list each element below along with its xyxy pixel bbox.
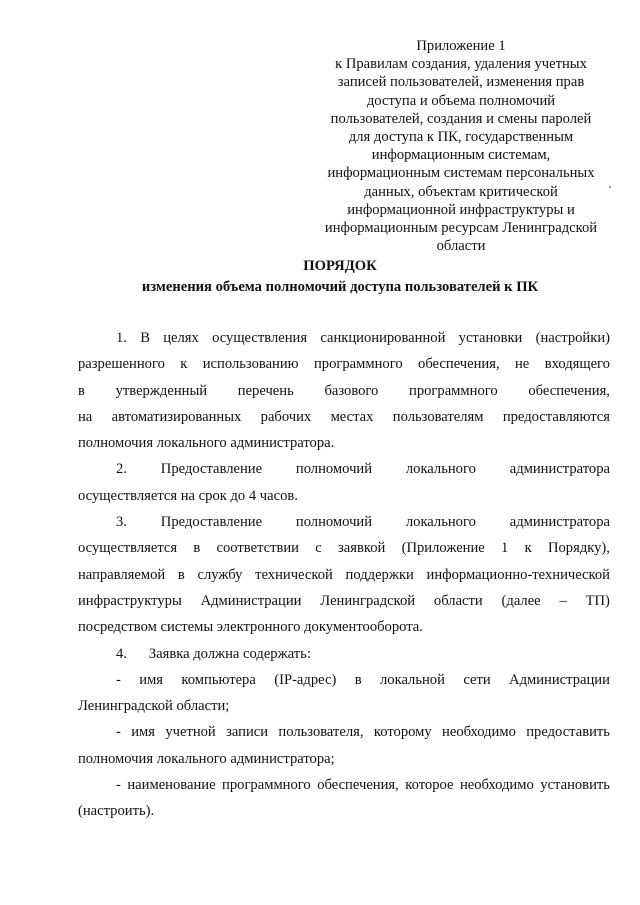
document-subtitle: изменения объема полномочий доступа пользователей к ПК: [141, 279, 539, 295]
paragraph-2-line: осуществляется на срок до 4 часов.: [78, 487, 298, 504]
word: компьютера: [181, 671, 256, 688]
word: к: [180, 356, 188, 373]
list-item-1-line: [78, 667, 610, 693]
word: установки: [458, 330, 523, 346]
word: утвержденный: [115, 382, 208, 399]
list-item-3-line: [78, 772, 610, 798]
word: пользователя,: [278, 724, 364, 741]
word: в: [78, 382, 85, 399]
paragraph-3-line: [78, 509, 610, 535]
appendix-line: информационным системам,: [371, 147, 551, 164]
word: Администрации: [200, 592, 302, 609]
appendix-line: данных, объектам критической: [364, 183, 558, 200]
word: Порядку),: [547, 540, 610, 557]
word: локальной: [380, 671, 445, 688]
list-item-1-line: Ленинградской области;: [78, 698, 230, 715]
word: необходимо: [442, 724, 516, 741]
scan-speck: [609, 186, 611, 188]
word: –: [559, 592, 567, 609]
word: ТП): [585, 592, 610, 609]
paragraph-2-line: [78, 456, 610, 482]
word: установить: [540, 777, 610, 794]
word: в: [177, 566, 185, 583]
word: поддержки: [345, 566, 414, 583]
word: Предоставление: [160, 514, 263, 531]
word: администратора: [509, 461, 610, 478]
appendix-line: доступа и объема полномочий: [366, 92, 556, 109]
word: необходимо: [459, 777, 534, 794]
paragraph-3-line: [78, 562, 610, 588]
appendix-header: [316, 37, 606, 255]
paragraph-1-line: [78, 404, 610, 430]
word: 3.: [116, 514, 127, 531]
word: 2.: [116, 461, 127, 478]
word: в: [193, 540, 201, 557]
appendix-line: пользователей, создания и смены паролей: [330, 110, 592, 127]
word: базового: [324, 382, 379, 399]
word: В: [140, 330, 150, 346]
appendix-line: для доступа к ПК, государственным: [348, 129, 574, 146]
word: санкционированной: [320, 330, 446, 346]
paragraph-3-line: [78, 535, 610, 561]
appendix-line: области: [436, 238, 486, 255]
word: целях: [163, 330, 199, 346]
list-item-3-line: (настроить).: [78, 803, 155, 820]
appendix-line: к Правилам создания, удаления учетных: [335, 56, 587, 73]
word: 1: [501, 540, 509, 557]
word: (Приложение: [401, 540, 485, 557]
paragraph-3-line: [78, 588, 610, 614]
word: Администрации: [509, 671, 610, 688]
word: Предоставление: [160, 461, 263, 478]
appendix-line: записей пользователей, изменения прав: [337, 74, 585, 91]
appendix-line: информационной инфраструктуры и: [347, 201, 575, 218]
document-body: [78, 325, 610, 825]
word: локального: [405, 461, 476, 478]
word: информационно-технической: [426, 566, 610, 583]
word: местах: [330, 408, 374, 425]
word: полномочий: [295, 514, 373, 531]
paragraph-1-line: [78, 378, 610, 404]
word: на: [78, 408, 93, 425]
word: программного: [409, 382, 498, 399]
word: локального: [405, 514, 476, 531]
word: полномочий: [295, 461, 373, 478]
word: Ленинградской: [320, 592, 416, 609]
word: имя: [139, 671, 164, 688]
list-item-2-line: полномочия локального администратора;: [78, 750, 335, 767]
word: технической: [255, 566, 333, 583]
paragraph-1-line: полномочия локального администратора.: [78, 435, 335, 452]
word: сети: [463, 671, 491, 688]
word: имя: [131, 724, 155, 741]
word: к: [524, 540, 532, 557]
word: обеспечения,: [418, 356, 500, 373]
word: разрешенного: [78, 356, 165, 373]
word: записи: [226, 724, 269, 741]
document-title: ПОРЯДОК: [303, 258, 377, 274]
paragraph-3-line: посредством системы электронного документооборота.: [78, 619, 423, 636]
word: области: [433, 592, 483, 609]
word: -: [116, 724, 121, 741]
word: (IP-адрес): [274, 671, 337, 688]
word: перечень: [237, 382, 294, 399]
paragraph-4-line: 4. Заявка должна содержать:: [116, 645, 311, 662]
word: обеспечения,: [528, 382, 610, 399]
appendix-line: информационным системам персональных: [327, 165, 595, 182]
word: осуществления: [212, 330, 308, 346]
word: автоматизированных: [111, 408, 242, 425]
word: входящего: [544, 356, 610, 373]
word: учетной: [165, 724, 216, 741]
word: -: [116, 671, 121, 688]
paragraph-1-line: [78, 325, 610, 351]
word: предоставляются: [502, 408, 610, 425]
word: программного: [222, 777, 311, 794]
word: рабочих: [260, 408, 312, 425]
appendix-line: Приложение 1: [416, 38, 506, 54]
word: 1.: [116, 330, 127, 346]
word: наименование: [127, 777, 216, 794]
word: -: [116, 777, 121, 794]
word: в: [354, 671, 362, 688]
word: не: [515, 356, 530, 373]
word: (настройки): [535, 330, 610, 346]
word: которое: [405, 777, 454, 794]
word: осуществляется: [78, 540, 178, 557]
word: обеспечения,: [317, 777, 399, 794]
list-item-2-line: [78, 719, 610, 745]
word: инфраструктуры: [78, 592, 182, 609]
paragraph-1-line: [78, 351, 610, 377]
word: (далее: [501, 592, 541, 609]
word: которому: [373, 724, 432, 741]
word: направляемой: [78, 566, 166, 583]
word: соответствии: [216, 540, 299, 557]
word: пользователям: [392, 408, 484, 425]
word: использованию: [202, 356, 299, 373]
word: администратора: [509, 514, 610, 531]
appendix-line: информационным ресурсам Ленинградской: [324, 220, 598, 237]
word: предоставить: [526, 724, 610, 741]
word: заявкой: [338, 540, 386, 557]
word: службу: [197, 566, 243, 583]
word: с: [315, 540, 322, 557]
word: программного: [313, 356, 403, 373]
